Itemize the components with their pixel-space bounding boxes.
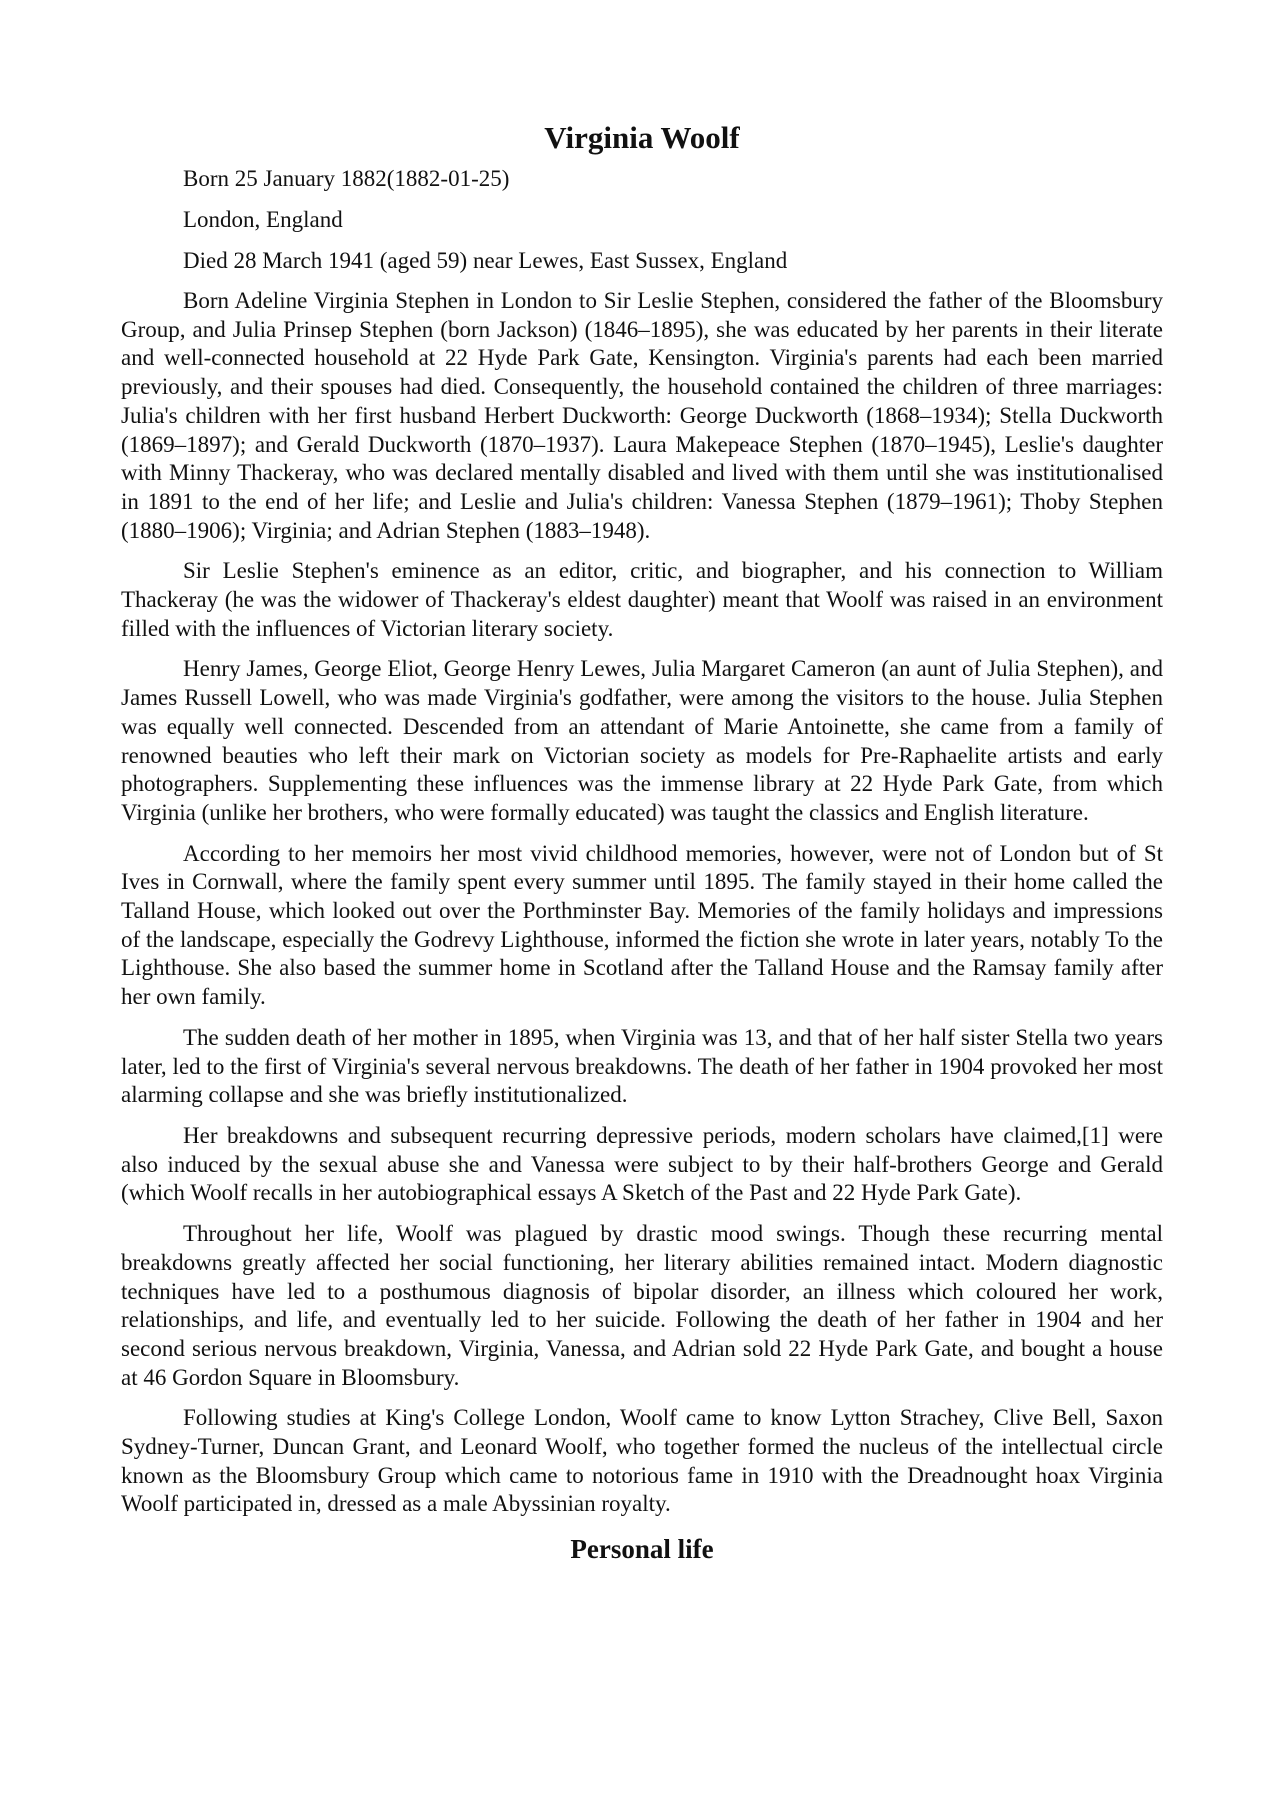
paragraph-st-ives: According to her memoirs her most vivid childhood memories, however, were not of London but of St Ives in Cornwall, where the family spent every summer until 1895. The family stayed in their home called the Talland House, which looked out over the Porthminster Bay. Memories of the family holidays and impressions of the landscape, especially the Godrevy Lighthouse, informed the fiction she wrote in later years, notably To the Lighthouse. She also based the summer home in Scotland after the Talland House and the Ramsay family after her own family. bbox=[121, 840, 1163, 1010]
died-line: Died 28 March 1941 (aged 59) near Lewes, East Sussex, England bbox=[183, 248, 788, 273]
paragraph-early-life: Born Adeline Virginia Stephen in London to Sir Leslie Stephen, considered the father of the Bloomsbury Group, and Julia Prinsep Stephen (born Jackson) (1846–1895), she was educated by her parents in their literate and well-connected household at 22 Hyde Park Gate, Kensington. Virginia's parents had each been married previously, and their spouses had died. Consequently, the household contained the children of three marriages: Julia's children with her first husband Herbert Duckworth: George Duckworth (1868–1934); Stella Duckworth (1869–1897); and Gerald Duckworth (1870–1937). Laura Makepeace Stephen (1870–1945), Leslie's daughter with Minny Thackeray, who was declared mentally disabled and lived with them until she was institutionalised in 1891 to the end of her life; and Leslie and Julia's children: Vanessa Stephen (1879–1961); Thoby Stephen (1880–1906); Virginia; and Adrian Stephen (1883–1948). bbox=[121, 288, 1163, 543]
paragraph-mood-swings: Throughout her life, Woolf was plagued by drastic mood swings. Though these recurring mental breakdowns greatly affected her social functioning, her literary abilities remained intact. Modern diagnostic techniques have led to a posthumous diagnosis of bipolar disorder, an illness which coloured her work, relationships, and life, and eventually led to her suicide. Following the death of her father in 1904 and her second serious nervous breakdown, Virginia, Vanessa, and Adrian sold 22 Hyde Park Gate, and bought a house at 46 Gordon Square in Bloomsbury. bbox=[121, 1221, 1163, 1390]
paragraph-bloomsbury: Following studies at King's College London, Woolf came to know Lytton Strachey, Clive Bell, Saxon Sydney-Turner, Duncan Grant, and Leonard Woolf, who together formed the nucleus of the intellectual circle known as the Bloomsbury Group which came to notorious fame in 1910 with the Dreadnought hoax Virginia Woolf participated in, dressed as a male Abyssinian royalty. bbox=[121, 1405, 1163, 1517]
page-title: Virginia Woolf bbox=[544, 120, 740, 155]
born-place-line: London, England bbox=[183, 207, 343, 232]
document-page bbox=[121, 118, 1163, 1567]
article-body bbox=[121, 287, 1163, 1519]
paragraph-visitors: Henry James, George Eliot, George Henry Lewes, Julia Margaret Cameron (an aunt of Julia Stephen), and James Russell Lowell, who was made Virginia's godfather, were among the visitors to the house. Julia Stephen was equally well connected. Descended from an attendant of Marie Antoinette, she came from a family of renowned beauties who left their mark on Victorian society as models for Pre-Raphaelite artists and early photographers. Supplementing these influences was the immense library at 22 Hyde Park Gate, from which Virginia (unlike her brothers, who were formally educated) was taught the classics and English literature. bbox=[121, 656, 1163, 825]
paragraph-leslie-stephen: Sir Leslie Stephen's eminence as an editor, critic, and biographer, and his connection to William Thackeray (he was the widower of Thackeray's eldest daughter) meant that Woolf was raised in an environment filled with the influences of Victorian literary society. bbox=[121, 558, 1163, 641]
infobox bbox=[121, 164, 1163, 276]
born-date-line: Born 25 January 1882(1882-01-25) bbox=[183, 166, 510, 191]
section-heading-personal-life: Personal life bbox=[570, 1534, 714, 1565]
paragraph-breakdowns: Her breakdowns and subsequent recurring depressive periods, modern scholars have claimed,[1] were also induced by the sexual abuse she and Vanessa were subject to by their half-brothers George and Gerald (which Woolf recalls in her autobiographical essays A Sketch of the Past and 22 Hyde Park Gate). bbox=[121, 1122, 1163, 1206]
paragraph-deaths: The sudden death of her mother in 1895, when Virginia was 13, and that of her half sister Stella two years later, led to the first of Virginia's several nervous breakdowns. The death of her father in 1904 provoked her most alarming collapse and she was briefly institutionalized. bbox=[121, 1024, 1163, 1108]
